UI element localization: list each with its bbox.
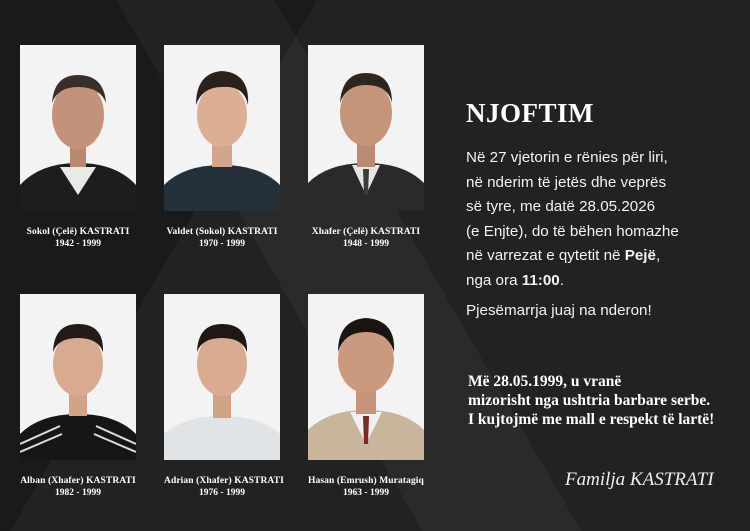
person-years: 1963 - 1999 — [343, 488, 389, 498]
person-card — [20, 45, 136, 249]
person-name: Hasan (Emrush) Muratagiq — [308, 476, 424, 486]
person-card — [308, 294, 424, 498]
memorial-line: mizorisht nga ushtria barbare serbe. — [468, 392, 711, 409]
person-years: 1970 - 1999 — [199, 239, 245, 249]
portrait-icon — [20, 45, 136, 211]
person-years: 1976 - 1999 — [199, 488, 245, 498]
memorial-text — [468, 372, 748, 429]
memorial-line: I kujtojmë me mall e respekt të lartë! — [468, 411, 715, 428]
notice-line-part: , — [655, 247, 661, 264]
notice-title: NJOFTIM — [466, 98, 594, 128]
person-card — [164, 294, 284, 498]
portrait-icon — [308, 45, 424, 211]
person-name: Xhafer (Çelë) KASTRATI — [311, 227, 421, 237]
portrait-photo — [20, 45, 136, 211]
person-card — [164, 45, 280, 249]
person-name: Sokol (Çelë) KASTRATI — [26, 227, 130, 237]
portrait-photo — [164, 294, 280, 460]
person-name: Adrian (Xhafer) KASTRATI — [164, 476, 284, 486]
person-card — [20, 294, 136, 498]
person-card — [308, 45, 424, 249]
portrait-photo — [20, 294, 136, 460]
notice-line — [466, 269, 736, 294]
portrait-icon — [164, 294, 280, 460]
notice-place: Pejë — [624, 247, 656, 264]
portrait-icon — [164, 45, 280, 211]
notice-line-part: nga ora — [466, 271, 522, 289]
notice-time: 11:00 — [521, 271, 560, 289]
notice-line — [466, 244, 736, 269]
notice-text — [466, 146, 736, 293]
person-years: 1982 - 1999 — [55, 488, 101, 498]
notice-line: (e Enjte), do të bëhen homazhe — [466, 222, 679, 240]
person-years: 1948 - 1999 — [343, 239, 389, 249]
notice-thanks: Pjesëmarrja juaj na nderon! — [466, 302, 652, 319]
portrait-icon — [308, 294, 424, 460]
notice-line: Në 27 vjetorin e rënies për liri, — [466, 149, 668, 166]
portrait-photo — [164, 45, 280, 211]
portrait-icon — [20, 294, 136, 460]
notice-line-part: në varrezat e qytetit në — [466, 247, 625, 264]
portrait-photo — [308, 45, 424, 211]
person-years: 1942 - 1999 — [55, 239, 101, 249]
notice-line-part: . — [559, 271, 564, 289]
person-name: Alban (Xhafer) KASTRATI — [20, 476, 136, 486]
notice-line: në nderim të jetës dhe veprës — [466, 173, 667, 191]
portrait-photo — [308, 294, 424, 460]
person-name: Valdet (Sokol) KASTRATI — [166, 227, 278, 237]
memorial-line: Më 28.05.1999, u vranë — [468, 373, 622, 390]
family-signature: Familja KASTRATI — [565, 469, 714, 490]
notice-line: së tyre, me datë 28.05.2026 — [466, 198, 656, 215]
